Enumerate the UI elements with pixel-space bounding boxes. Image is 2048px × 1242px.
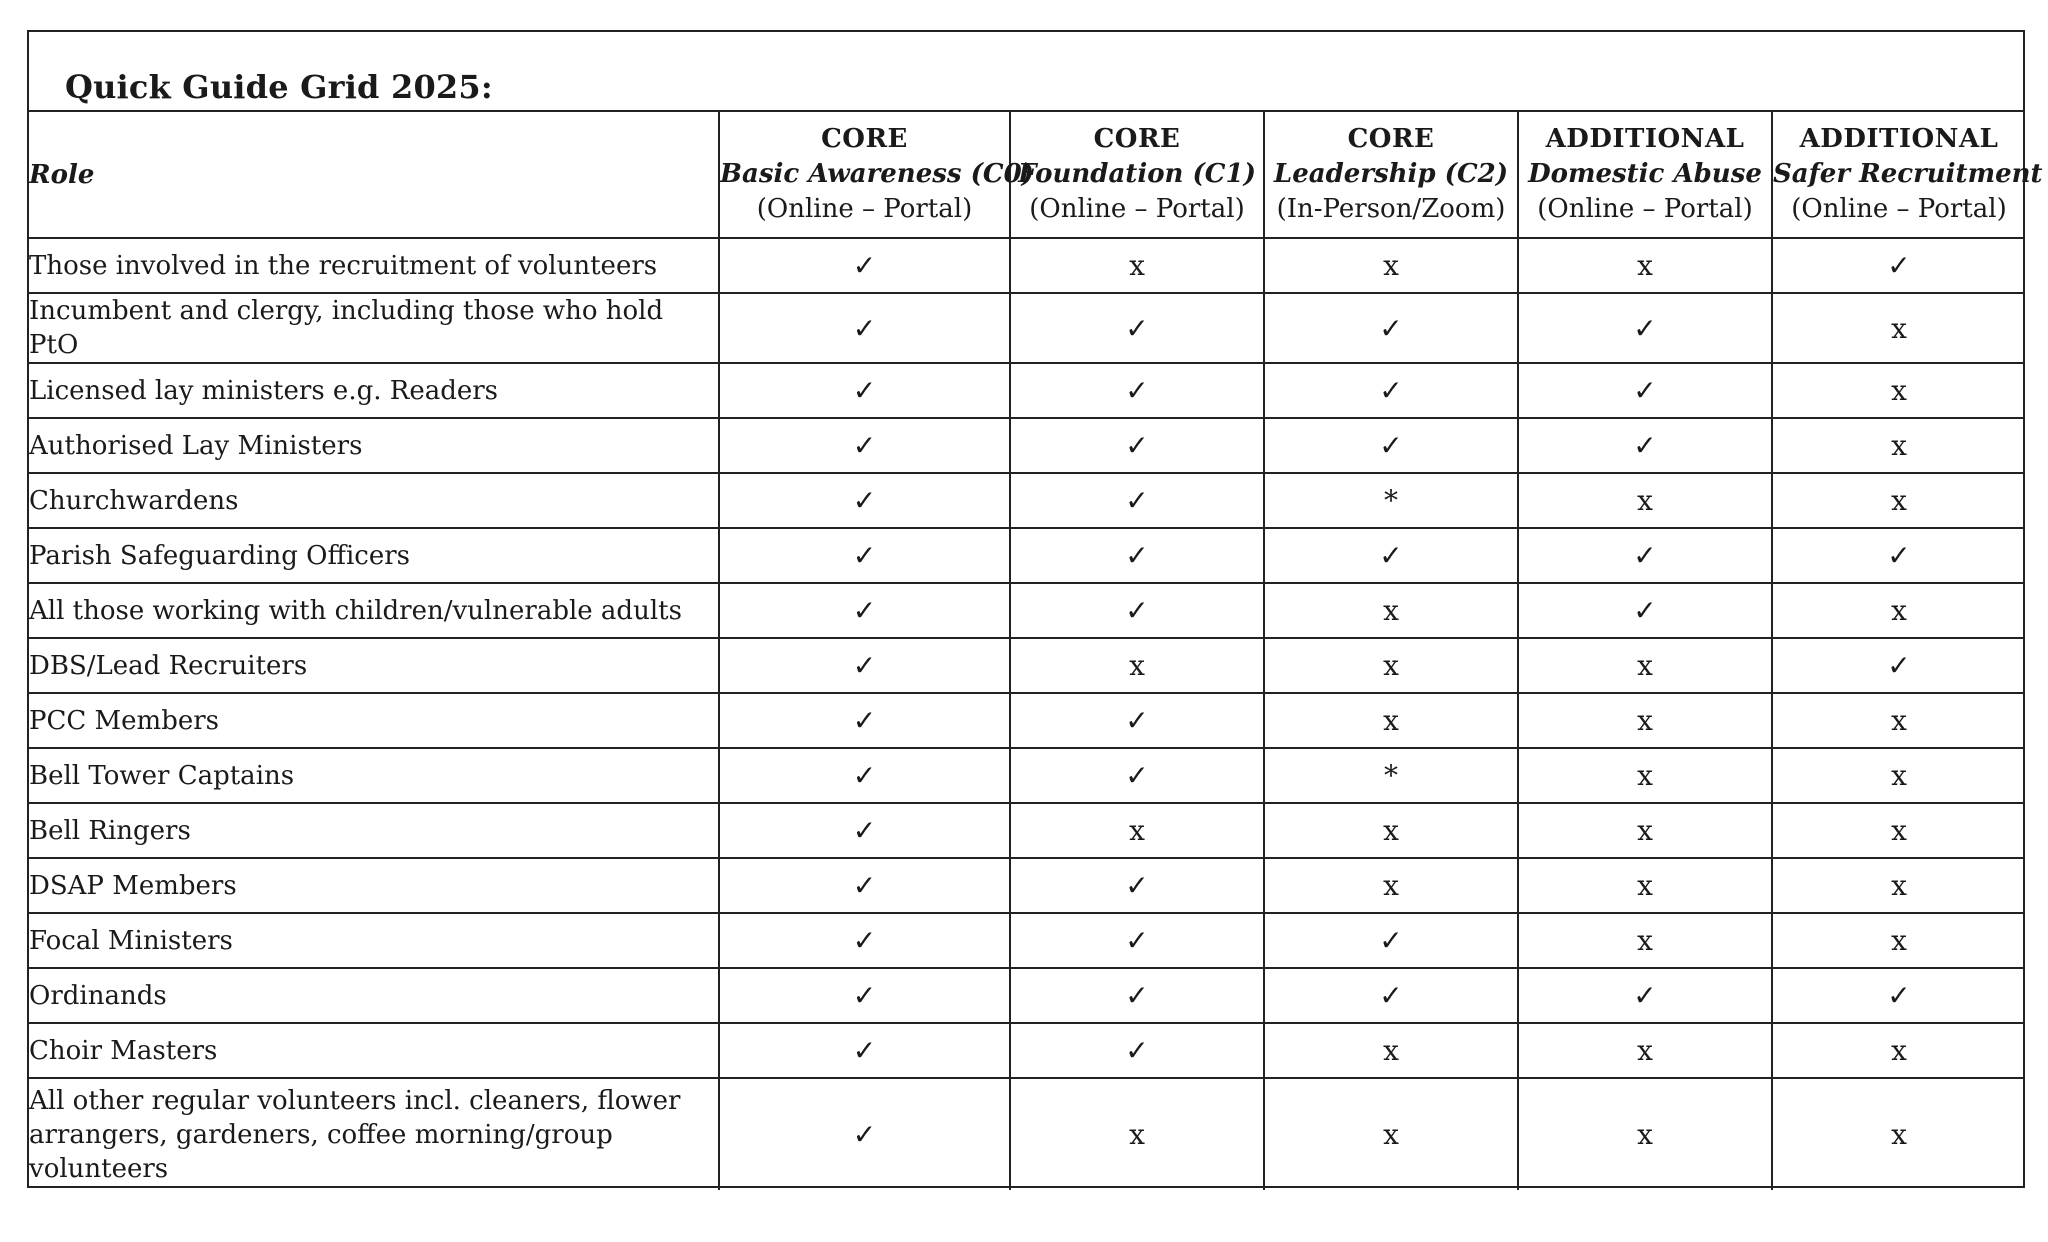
role-cell: Parish Safeguarding Officers	[29, 528, 719, 583]
column-header-c2	[1264, 112, 1518, 238]
column-course: Safer Recruitment	[1773, 159, 2043, 189]
requirement-mark-cell: ✓	[1518, 528, 1772, 583]
requirement-mark-cell: ✓	[1518, 293, 1772, 363]
role-cell: PCC Members	[29, 693, 719, 748]
requirement-mark-cell: x	[1772, 693, 2025, 748]
role-cell: DBS/Lead Recruiters	[29, 638, 719, 693]
column-category: ADDITIONAL	[1545, 124, 1745, 154]
requirement-mark-cell: ✓	[1264, 913, 1518, 968]
requirement-mark-cell: ✓	[719, 418, 1010, 473]
column-course: Leadership (C2)	[1273, 159, 1509, 189]
requirement-mark-cell: ✓	[719, 748, 1010, 803]
header-row	[29, 112, 2025, 238]
table-row	[29, 638, 2025, 693]
column-mode: (Online – Portal)	[1537, 194, 1753, 224]
role-cell: Licensed lay ministers e.g. Readers	[29, 363, 719, 418]
requirement-mark-cell: ✓	[1264, 968, 1518, 1023]
page-title: Quick Guide Grid 2025:	[65, 68, 493, 106]
role-cell: Churchwardens	[29, 473, 719, 528]
table-row	[29, 858, 2025, 913]
requirement-mark-cell: *	[1264, 748, 1518, 803]
requirement-mark-cell: x	[1264, 238, 1518, 293]
requirement-mark-cell: ✓	[1010, 473, 1264, 528]
table-row	[29, 528, 2025, 583]
column-header-domestic-abuse	[1518, 112, 1772, 238]
requirement-mark-cell: ✓	[1010, 363, 1264, 418]
column-course: Foundation (C1)	[1018, 159, 1256, 189]
requirement-mark-cell: x	[1264, 1078, 1518, 1190]
requirement-mark-cell: x	[1518, 1023, 1772, 1078]
requirement-mark-cell: ✓	[1010, 293, 1264, 363]
role-cell: Incumbent and clergy, including those who hold PtO	[29, 293, 719, 363]
requirement-mark-cell: ✓	[1772, 638, 2025, 693]
requirement-mark-cell: ✓	[1010, 693, 1264, 748]
requirement-mark-cell: ✓	[1518, 418, 1772, 473]
requirement-mark-cell: ✓	[1264, 363, 1518, 418]
table-row	[29, 1023, 2025, 1078]
requirement-mark-cell: x	[1264, 638, 1518, 693]
role-cell: Bell Ringers	[29, 803, 719, 858]
requirement-mark-cell: ✓	[719, 693, 1010, 748]
role-cell: All other regular volunteers incl. cleaners, flower arrangers, gardeners, coffee morning/group volunteers	[29, 1078, 719, 1190]
requirement-mark-cell: ✓	[1772, 968, 2025, 1023]
requirement-mark-cell: x	[1772, 583, 2025, 638]
requirement-mark-cell: x	[1772, 1023, 2025, 1078]
requirement-mark-cell: ✓	[1010, 418, 1264, 473]
column-header-safer-recruitment	[1772, 112, 2043, 238]
table-row	[29, 693, 2025, 748]
requirement-mark-cell: ✓	[1264, 293, 1518, 363]
requirement-mark-cell: x	[1264, 803, 1518, 858]
requirement-mark-cell: x	[1518, 1078, 1772, 1190]
requirement-mark-cell: ✓	[719, 803, 1010, 858]
requirement-mark-cell: ✓	[1772, 528, 2025, 583]
role-column-header: Role	[29, 112, 719, 238]
requirement-mark-cell: ✓	[1772, 238, 2025, 293]
requirement-mark-cell: x	[1772, 418, 2025, 473]
table-row	[29, 1078, 2025, 1190]
requirement-mark-cell: x	[1518, 693, 1772, 748]
column-mode: (In-Person/Zoom)	[1276, 194, 1506, 224]
requirement-mark-cell: x	[1518, 803, 1772, 858]
table-row	[29, 803, 2025, 858]
role-cell: Bell Tower Captains	[29, 748, 719, 803]
requirement-mark-cell: ✓	[719, 1078, 1010, 1190]
column-category: CORE	[821, 124, 908, 154]
column-course: Basic Awareness (C0)	[720, 159, 1034, 189]
requirement-mark-cell: x	[1518, 473, 1772, 528]
quick-guide-document	[27, 30, 2043, 1188]
table-row	[29, 238, 2025, 293]
table-row	[29, 748, 2025, 803]
requirement-mark-cell: ✓	[719, 363, 1010, 418]
column-header-c0	[719, 112, 1034, 238]
requirement-mark-cell: ✓	[719, 293, 1010, 363]
requirement-mark-cell: *	[1264, 473, 1518, 528]
requirement-mark-cell: x	[1518, 858, 1772, 913]
requirement-mark-cell: x	[1772, 473, 2025, 528]
requirement-mark-cell: x	[1772, 913, 2025, 968]
column-category: CORE	[1093, 124, 1181, 154]
role-cell: Authorised Lay Ministers	[29, 418, 719, 473]
requirement-mark-cell: ✓	[719, 968, 1010, 1023]
column-mode: (Online – Portal)	[1791, 194, 2007, 224]
table-row	[29, 473, 2025, 528]
column-mode: (Online – Portal)	[1029, 194, 1245, 224]
requirement-mark-cell: ✓	[719, 858, 1010, 913]
requirement-mark-cell: ✓	[1010, 1023, 1264, 1078]
requirement-mark-cell: ✓	[719, 913, 1010, 968]
requirement-mark-cell: ✓	[1518, 363, 1772, 418]
requirement-mark-cell: ✓	[719, 1023, 1010, 1078]
requirement-mark-cell: x	[1518, 748, 1772, 803]
title-row	[29, 32, 2023, 112]
role-cell: Ordinands	[29, 968, 719, 1023]
requirement-mark-cell: ✓	[1010, 748, 1264, 803]
requirement-mark-cell: ✓	[1518, 583, 1772, 638]
grid-body	[29, 238, 2025, 1190]
column-mode: (Online – Portal)	[756, 194, 973, 224]
role-cell: DSAP Members	[29, 858, 719, 913]
role-cell: All those working with children/vulnerable adults	[29, 583, 719, 638]
column-category: CORE	[1347, 124, 1435, 154]
requirement-mark-cell: x	[1518, 913, 1772, 968]
column-course: Domestic Abuse	[1528, 159, 1762, 189]
requirement-mark-cell: x	[1772, 803, 2025, 858]
requirement-mark-cell: x	[1772, 1078, 2025, 1190]
requirement-mark-cell: ✓	[1010, 858, 1264, 913]
role-cell: Choir Masters	[29, 1023, 719, 1078]
requirement-mark-cell: ✓	[719, 473, 1010, 528]
requirement-mark-cell: x	[1264, 583, 1518, 638]
requirement-mark-cell: x	[1010, 638, 1264, 693]
requirement-mark-cell: ✓	[1264, 528, 1518, 583]
column-category: ADDITIONAL	[1799, 124, 1999, 154]
requirement-mark-cell: ✓	[1010, 583, 1264, 638]
requirement-mark-cell: ✓	[719, 583, 1010, 638]
role-cell: Focal Ministers	[29, 913, 719, 968]
requirement-mark-cell: x	[1264, 1023, 1518, 1078]
table-row	[29, 913, 2025, 968]
requirement-mark-cell: ✓	[1010, 913, 1264, 968]
table-row	[29, 968, 2025, 1023]
requirement-mark-cell: x	[1264, 693, 1518, 748]
requirement-mark-cell: x	[1010, 803, 1264, 858]
requirement-mark-cell: x	[1518, 638, 1772, 693]
requirement-mark-cell: ✓	[719, 638, 1010, 693]
requirement-mark-cell: x	[1772, 363, 2025, 418]
requirement-mark-cell: ✓	[719, 528, 1010, 583]
table-row	[29, 363, 2025, 418]
table-row	[29, 293, 2025, 363]
requirement-mark-cell: ✓	[1010, 528, 1264, 583]
requirement-mark-cell: ✓	[1010, 968, 1264, 1023]
requirement-mark-cell: x	[1772, 858, 2025, 913]
requirement-mark-cell: x	[1772, 293, 2025, 363]
requirement-mark-cell: ✓	[719, 238, 1010, 293]
requirement-mark-cell: x	[1518, 238, 1772, 293]
requirement-mark-cell: ✓	[1264, 418, 1518, 473]
requirement-mark-cell: ✓	[1518, 968, 1772, 1023]
requirement-mark-cell: x	[1010, 1078, 1264, 1190]
table-row	[29, 583, 2025, 638]
requirement-mark-cell: x	[1772, 748, 2025, 803]
training-grid-table	[29, 112, 2043, 1190]
requirement-mark-cell: x	[1264, 858, 1518, 913]
column-header-c1	[1010, 112, 1264, 238]
requirement-mark-cell: x	[1010, 238, 1264, 293]
table-row	[29, 418, 2025, 473]
role-cell: Those involved in the recruitment of volunteers	[29, 238, 719, 293]
